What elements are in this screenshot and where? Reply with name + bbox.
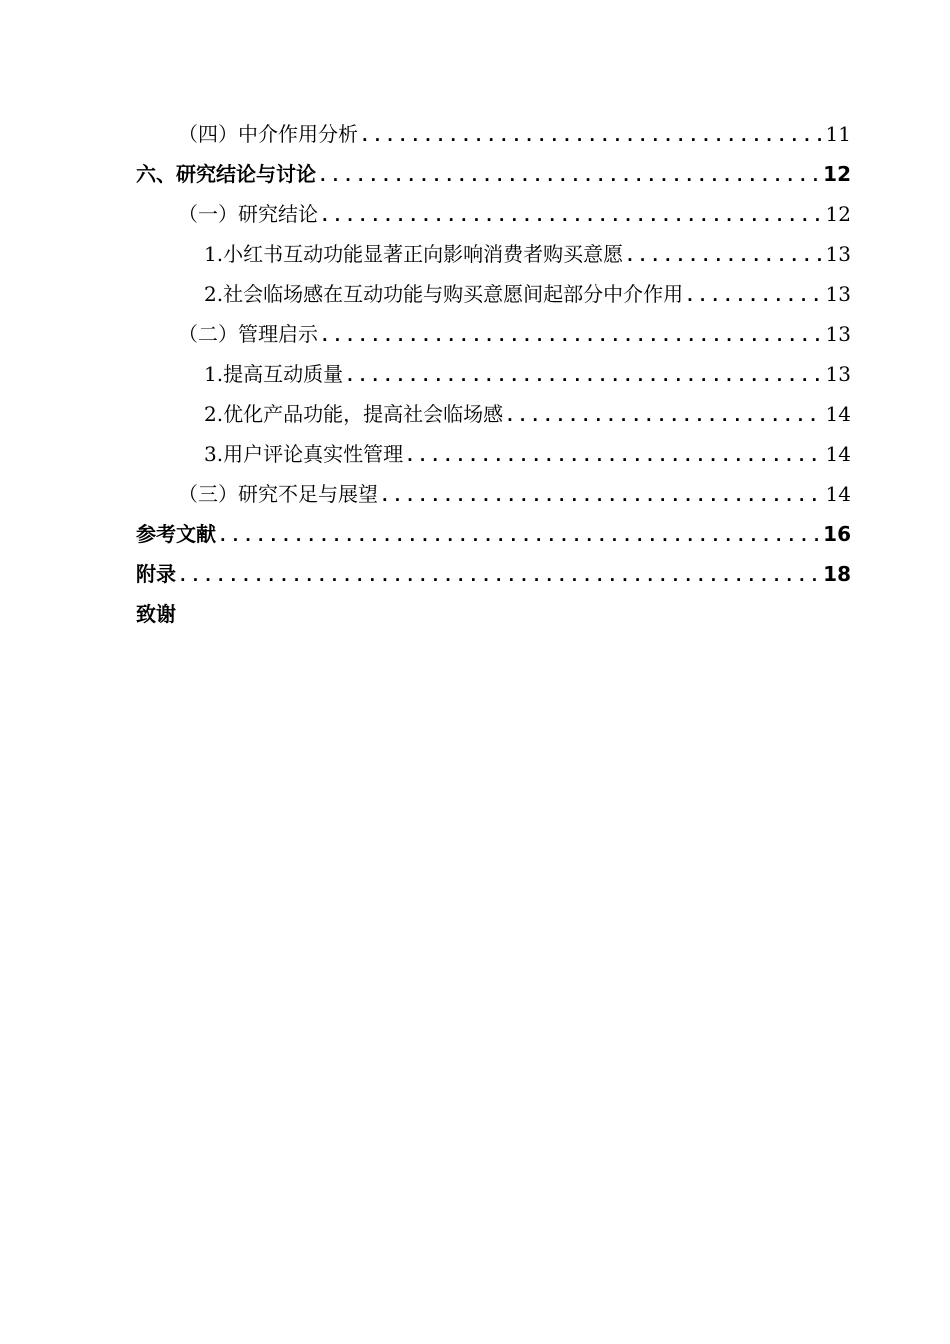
toc-entry-title: 2.社会临场感在互动功能与购买意愿间起部分中介作用	[204, 282, 684, 306]
toc-leader-dots	[320, 316, 822, 356]
toc-entry-social-presence-mediation[interactable]	[136, 274, 851, 314]
toc-leader-dots	[218, 516, 819, 556]
toc-entry-page: 13	[825, 362, 851, 386]
toc-leader-dots	[345, 356, 821, 396]
toc-entry-page: 13	[825, 242, 851, 266]
toc-entry-limitations-outlook[interactable]	[136, 474, 851, 514]
toc-entry-title: （一）研究结论	[178, 202, 318, 226]
toc-entry-product-functions[interactable]	[136, 394, 851, 434]
table-of-contents	[136, 114, 851, 634]
toc-entry-review-authenticity[interactable]	[136, 434, 851, 474]
toc-entry-title: 六、研究结论与讨论	[136, 162, 316, 186]
toc-entry-research-conclusions[interactable]	[136, 194, 851, 234]
toc-entry-page: 18	[823, 562, 851, 586]
toc-entry-title: （二）管理启示	[178, 322, 318, 346]
toc-entry-title: 2.优化产品功能，提高社会临场感	[204, 402, 504, 426]
toc-entry-mediation-analysis[interactable]	[136, 114, 851, 154]
toc-entry-references[interactable]	[136, 514, 851, 554]
toc-entry-page: 14	[825, 442, 851, 466]
toc-entry-title: （三）研究不足与展望	[178, 482, 378, 506]
toc-entry-conclusions-discussion[interactable]	[136, 154, 851, 194]
toc-leader-dots	[625, 236, 821, 276]
toc-entry-title: 参考文献	[136, 522, 216, 546]
toc-entry-page: 13	[825, 282, 851, 306]
toc-entry-acknowledgements[interactable]	[136, 594, 851, 634]
toc-entry-interaction-quality[interactable]	[136, 354, 851, 394]
toc-entry-page: 13	[825, 322, 851, 346]
toc-entry-page: 12	[825, 202, 851, 226]
toc-leader-dots	[405, 436, 821, 476]
toc-entry-title: 附录	[136, 562, 176, 586]
toc-entry-page: 11	[825, 122, 851, 146]
toc-entry-appendix[interactable]	[136, 554, 851, 594]
toc-leader-dots	[380, 476, 822, 516]
toc-entry-management-implications[interactable]	[136, 314, 851, 354]
toc-entry-page: 16	[823, 522, 851, 546]
toc-entry-title: （四）中介作用分析	[178, 122, 358, 146]
toc-entry-interaction-effect[interactable]	[136, 234, 851, 274]
toc-leader-dots	[178, 556, 819, 596]
toc-entry-title: 1.小红书互动功能显著正向影响消费者购买意愿	[204, 242, 624, 266]
toc-entry-page: 12	[823, 162, 851, 186]
toc-entry-title: 3.用户评论真实性管理	[204, 442, 404, 466]
toc-leader-dots	[320, 196, 822, 236]
toc-entry-page: 14	[825, 402, 851, 426]
toc-leader-dots	[505, 396, 821, 436]
toc-entry-page: 14	[825, 482, 851, 506]
toc-leader-dots	[360, 116, 822, 156]
toc-leader-dots	[318, 156, 819, 196]
toc-leader-dots	[685, 276, 821, 316]
toc-entry-title: 1.提高互动质量	[204, 362, 344, 386]
toc-entry-title: 致谢	[136, 602, 176, 626]
